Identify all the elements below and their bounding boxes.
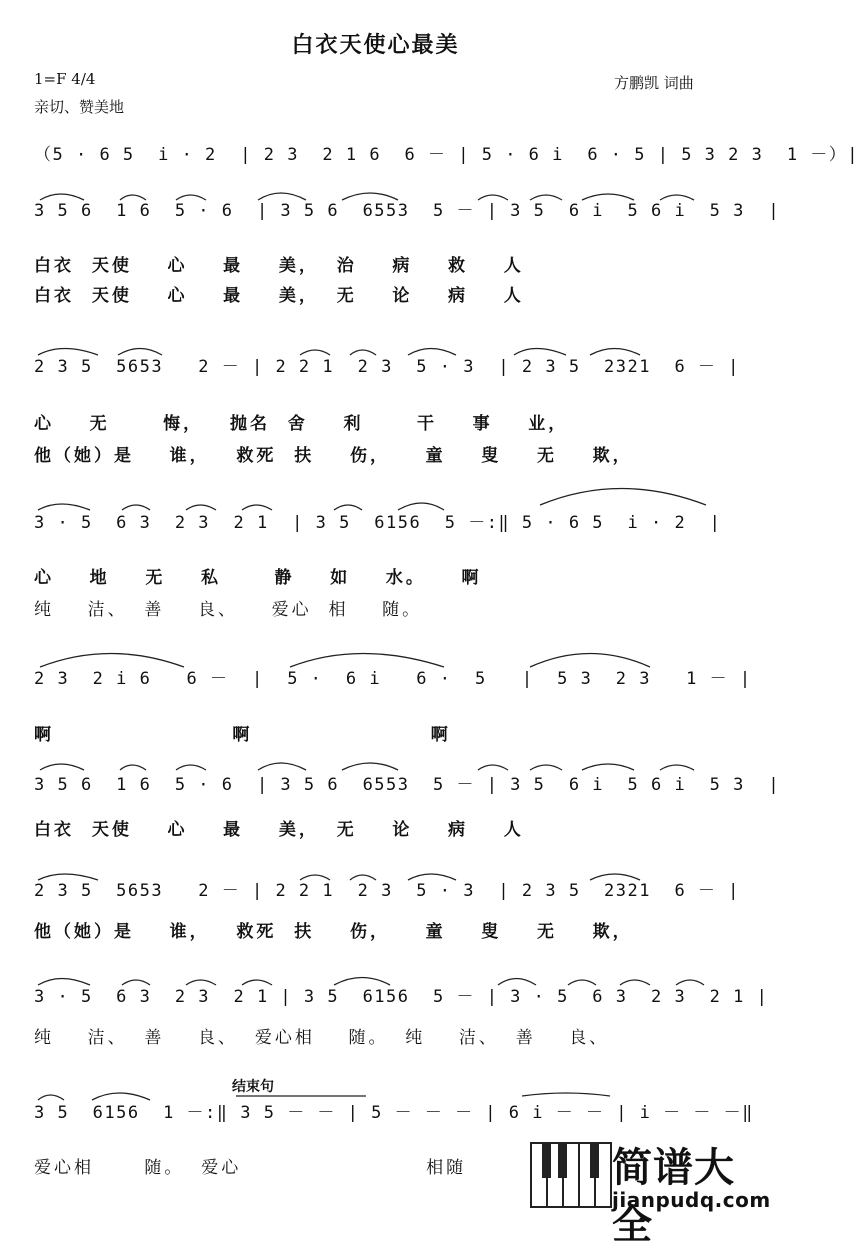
notation-line-4: 3 · 5 6 3 2 3 2 1 | 3 5 6156 5 －:‖ 5 · 6 5 i · 2 | <box>34 513 722 533</box>
notation-line-2: 3 5 6 1 6 5 · 6 | 3 5 6 6553 5 － | 3 5 6 i 5 6 i 5 3 | <box>34 201 781 221</box>
ending-label: 结束句 <box>232 1079 274 1095</box>
notation-line-8: 3 · 5 6 3 2 3 2 1 | 3 5 6156 5 － | 3 · 5 6 3 2 3 2 1 | <box>34 987 769 1007</box>
lyric-line-5: 白衣 天使 心 最 美， 无 论 病 人 <box>34 820 524 840</box>
lyric-line-1b: 白衣 天使 心 最 美， 无 论 病 人 <box>34 286 524 306</box>
notation-line-7: 2 3 5 5653 2 － | 2 2 1 2 3 5 · 3 | 2 3 5 2321 6 － | <box>34 881 740 901</box>
key-signature: 1=F 4/4 <box>34 70 96 88</box>
expression-marking: 亲切、赞美地 <box>34 98 125 116</box>
lyric-line-6: 他（她）是 谁， 救死 扶 伤， 童 叟 无 欺， <box>34 922 633 942</box>
watermark-url: jianpudq.com <box>612 1188 771 1212</box>
lyric-line-8: 爱心相 随。 爱心 相随 <box>34 1158 467 1178</box>
lyric-line-3b: 纯 洁、 善 良、 爱心 相 随。 <box>34 600 423 620</box>
notation-line-6: 3 5 6 1 6 5 · 6 | 3 5 6 6553 5 － | 3 5 6 i 5 6 i 5 3 | <box>34 775 781 795</box>
lyric-line-1a: 白衣 天使 心 最 美， 治 病 救 人 <box>34 256 524 276</box>
notation-line-9: 3 5 6156 1 －:‖ 3 5 － － | 5 － － － | 6 i － － | i － － －‖ <box>34 1103 754 1123</box>
lyric-line-7: 纯 洁、 善 良、 爱心相 随。 纯 洁、 善 良、 <box>34 1028 610 1048</box>
lyric-line-4: 啊 啊 啊 <box>34 725 451 745</box>
notation-line-1: （5 · 6 5 i · 2 | 2 3 2 1 6 6 － | 5 · 6 i 6 · 5 | 5 3 2 3 1 －）| <box>34 145 859 165</box>
notation-line-3: 2 3 5 5653 2 － | 2 2 1 2 3 5 · 3 | 2 3 5 2321 6 － | <box>34 357 740 377</box>
lyric-line-3a: 心 地 无 私 静 如 水。 啊 <box>34 568 482 588</box>
lyric-line-2a: 心 无 悔， 抛名 舍 利 干 事 业， <box>34 414 569 434</box>
site-watermark <box>526 1132 771 1248</box>
song-title: 白衣天使心最美 <box>291 33 460 58</box>
piano-keys-logo <box>530 1142 610 1208</box>
watermark-site-name: 简谱大全 <box>612 1145 735 1248</box>
notation-line-5: 2 3 2 i 6 6 － | 5 · 6 i 6 · 5 | 5 3 2 3 1 － | <box>34 669 752 689</box>
credits: 方鹏凯 词曲 <box>614 74 694 92</box>
lyric-line-2b: 他（她）是 谁， 救死 扶 伤， 童 叟 无 欺， <box>34 446 633 466</box>
